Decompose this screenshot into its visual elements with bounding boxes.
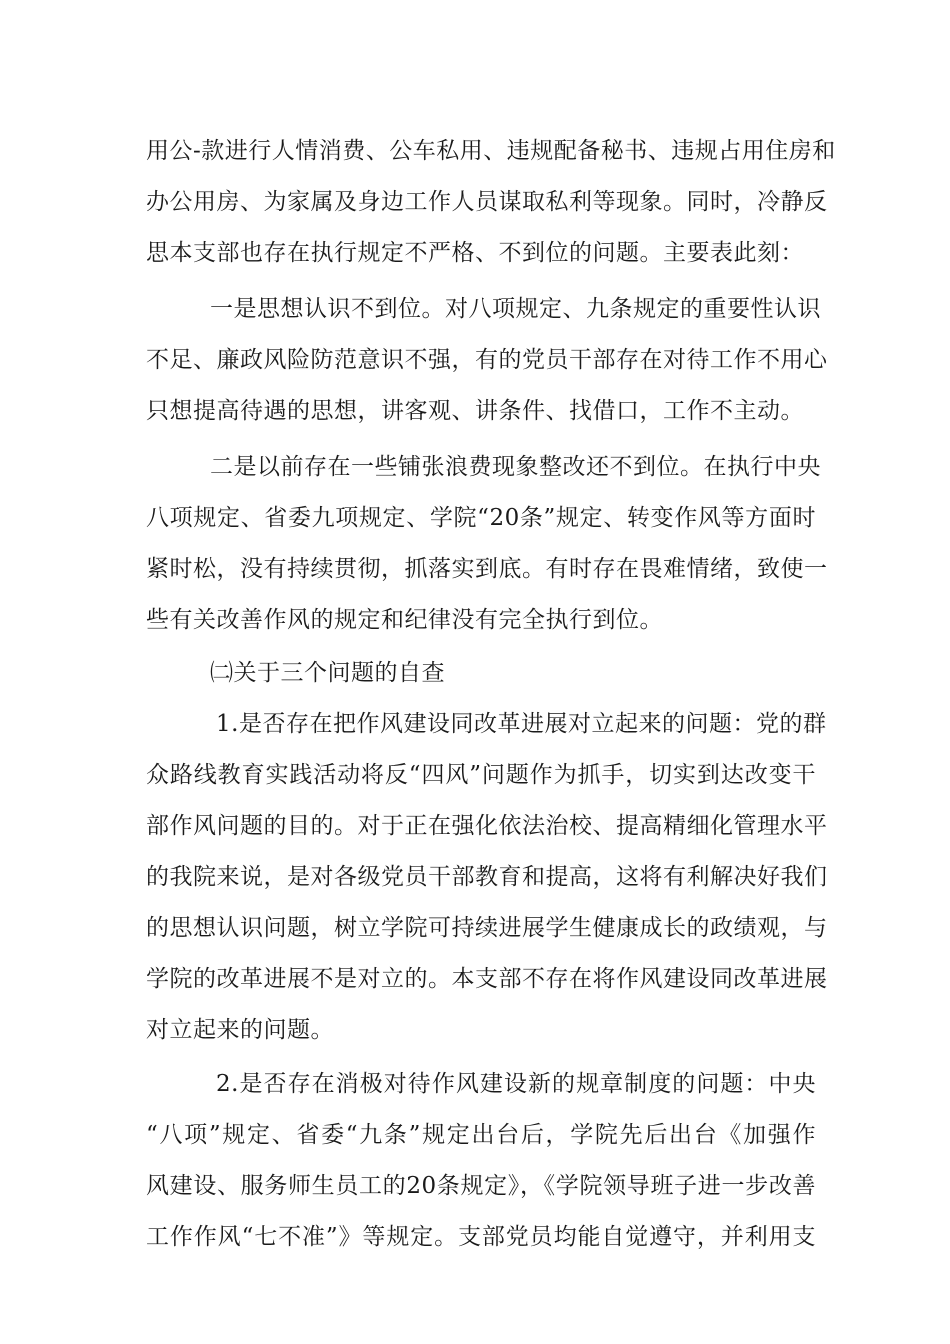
paragraph-line: 紧时松，没有持续贯彻，抓落实到底。有时存在畏难情绪，致使一 (146, 556, 828, 582)
paragraph-line: 一是思想认识不到位。对八项规定、九条规定的重要性认识 (210, 296, 821, 322)
paragraph-line: 办公用房、为家属及身边工作人员谋取私利等现象。同时，冷静反 (146, 189, 828, 215)
paragraph-line: 对立起来的问题。 (146, 1017, 334, 1043)
paragraph-line: 工作作风“七不准”》等规定。支部党员均能自觉遵守，并利用支 (146, 1224, 816, 1250)
paragraph-line: 学院的改革进展不是对立的。本支部不存在将作风建设同改革进展 (146, 966, 828, 992)
paragraph-line: 用公-款进行人情消费、公车私用、违规配备秘书、违规占用住房和 (146, 138, 836, 164)
paragraph-line: 部作风问题的目的。对于正在强化依法治校、提高精细化管理水平 (146, 813, 828, 839)
paragraph-line: 2.是否存在消极对待作风建设新的规章制度的问题：中央 (216, 1071, 816, 1097)
paragraph-line: 不足、廉政风险防范意识不强，有的党员干部存在对待工作不用心 (146, 347, 828, 373)
section-heading: ㈡关于三个问题的自查 (210, 660, 445, 686)
paragraph-line: 的思想认识问题，树立学院可持续进展学生健康成长的政绩观，与 (146, 915, 828, 941)
paragraph-line: 只想提高待遇的思想，讲客观、讲条件、找借口，工作不主动。 (146, 398, 804, 424)
paragraph-line: 二是以前存在一些铺张浪费现象整改还不到位。在执行中央 (210, 454, 821, 480)
paragraph-line: 众路线教育实践活动将反“四风”问题作为抓手，切实到达改变干 (146, 762, 816, 788)
paragraph-line: 思本支部也存在执行规定不严格、不到位的问题。主要表此刻： (146, 240, 804, 266)
paragraph-line: 1.是否存在把作风建设同改革进展对立起来的问题：党的群 (216, 711, 827, 737)
paragraph-line: 风建设、服务师生员工的20条规定》，《学院领导班子进一步改善 (146, 1173, 816, 1199)
paragraph-line: 些有关改善作风的规定和纪律没有完全执行到位。 (146, 607, 663, 633)
paragraph-line: 八项规定、省委九项规定、学院“20条”规定、转变作风等方面时 (146, 505, 816, 531)
paragraph-line: “八项”规定、省委“九条”规定出台后，学院先后出台《加强作 (146, 1122, 816, 1148)
paragraph-line: 的我院来说，是对各级党员干部教育和提高，这将有利解决好我们 (146, 864, 828, 890)
